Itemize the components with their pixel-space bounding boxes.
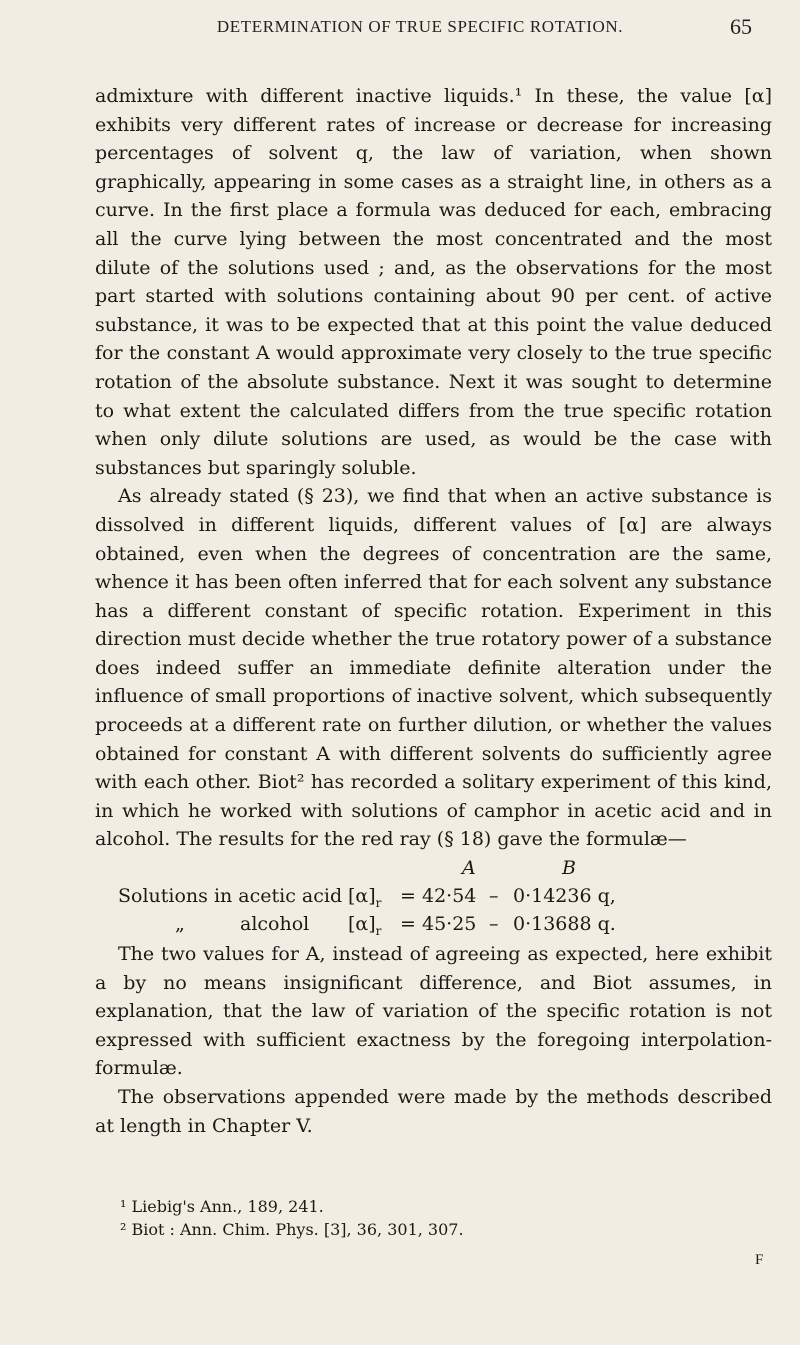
- constant-a-value: 45·25: [422, 913, 477, 936]
- formula-column-heads: [95, 854, 772, 882]
- footnote-1: ¹ Liebig's Ann., 189, 241.: [120, 1197, 324, 1216]
- paragraph-2: As already stated (§ 23), we find that when an active substance is dissolved in different liquids, different values of [α] are always obtained, even when the degrees of concentration are the same, whence it has been often inferred that for each solvent any substance has a different constant of specific rotation. Experiment in this direction must decide whether the true rotatory power of a substance does indeed suffer an immediate definite alteration under the influence of small proportions of inactive solvent, which subsequently proceeds at a different rate on further dilution, or whether the values obtained for constant A with different solvents do sufficiently agree with each other. Biot² has recorded a solitary experiment of this kind, in which he worked with solutions of camphor in acetic acid and in alcohol. The results for the red ray (§ 18) gave the formulæ—: [95, 485, 772, 851]
- signature-mark: F: [755, 1252, 764, 1268]
- equals-sign: =: [400, 913, 416, 936]
- formula-row-acetic: [95, 882, 772, 910]
- constant-b-value: 0·13688 q.: [513, 913, 616, 936]
- minus-sign: –: [489, 885, 499, 908]
- formula-row-alcohol: [95, 910, 772, 938]
- body-text: [95, 82, 772, 1140]
- alpha-symbol: $[\alpha]_r$: [348, 913, 382, 938]
- paragraph-3: The two values for A, instead of agreeing as expected, here exhibit a by no means insignificant difference, and Biot assumes, in explanation, that the law of variation of the specific rotation is not expressed with sufficient exactness by the foregoing interpolation-formulæ.: [95, 943, 772, 1080]
- footnotes: [95, 1195, 772, 1241]
- running-title: DETERMINATION OF TRUE SPECIFIC ROTATION.: [216, 17, 624, 36]
- formula-row-label: Solutions in acetic acid: [118, 885, 343, 908]
- page-number: 65: [730, 14, 752, 39]
- alpha-symbol: $[\alpha]_r$: [348, 885, 382, 910]
- ditto-mark: „: [175, 913, 185, 936]
- column-a-head: A: [462, 857, 476, 880]
- paragraph-1: admixture with different inactive liquids.¹ In these, the value [α] exhibits very different rates of increase or decrease for increasing percentages of solvent q, the law of variation, when shown graphically, appearing in some cases as a straight line, in others as a curve. In the first place a formula was deduced for each, embracing all the curve lying between the most concentrated and the most dilute of the solutions used ; and, as the observations for the most part started with solutions containing about 90 per cent. of active substance, it was to be expected that at this point the value deduced for the constant A would approximate very closely to the true specific rotation of the absolute substance. Next it was sought to determine to what extent the calculated differs from the true specific rotation when only dilute solutions are used, as would be the case with substances but sparingly soluble.: [95, 85, 772, 479]
- paragraph-4: The observations appended were made by the methods described at length in Chapter V.: [95, 1086, 772, 1137]
- minus-sign: –: [489, 913, 499, 936]
- footnote-2: ² Biot : Ann. Chim. Phys. [3], 36, 301, 307.: [120, 1220, 464, 1239]
- column-b-head: B: [562, 857, 576, 880]
- formula-block: [95, 854, 772, 940]
- constant-b-value: 0·14236 q,: [513, 885, 616, 908]
- equals-sign: =: [400, 885, 416, 908]
- formula-row-label: alcohol: [240, 913, 310, 936]
- constant-a-value: 42·54: [422, 885, 477, 908]
